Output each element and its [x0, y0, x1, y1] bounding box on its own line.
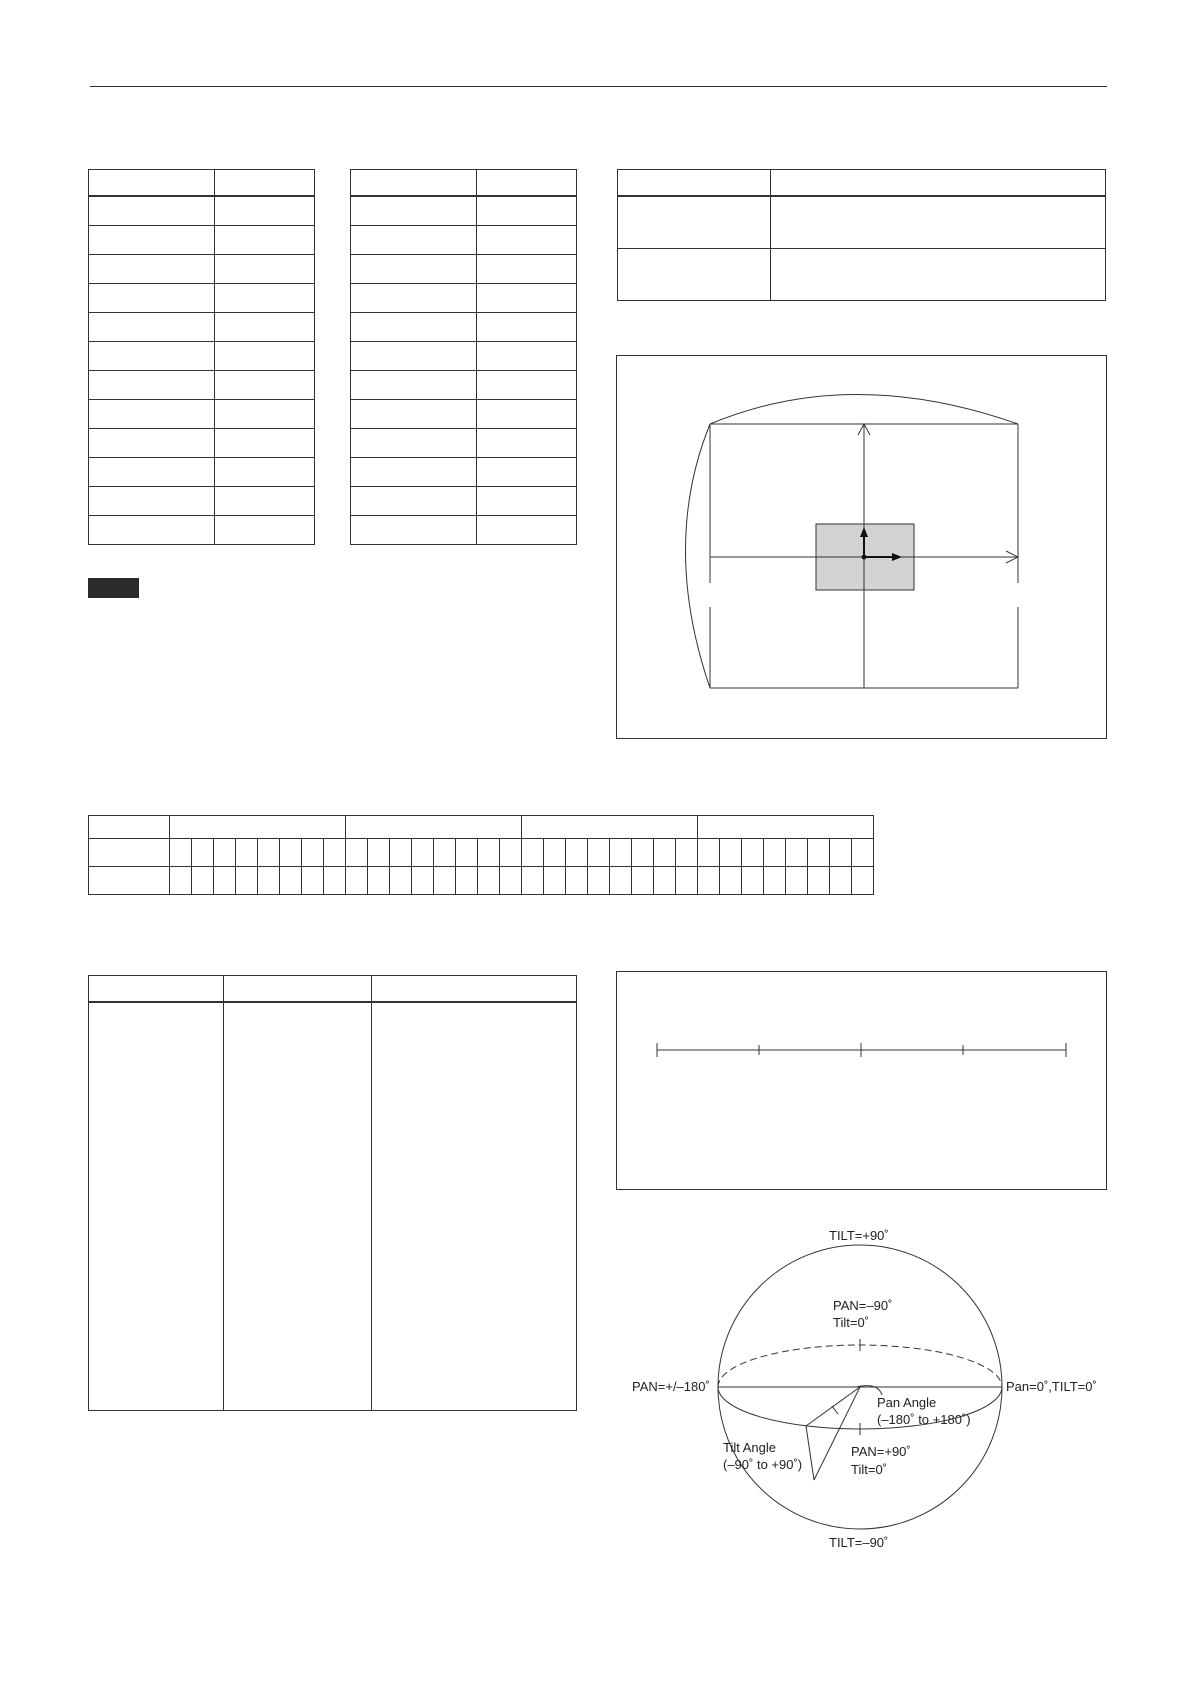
left-table-row: [89, 196, 315, 226]
left-table-row: [89, 371, 315, 400]
label-tilt0-lower: Tilt=0˚: [851, 1462, 887, 1477]
bit-table-row: [89, 867, 874, 895]
bit-cell: [324, 867, 346, 895]
bit-table-header: [89, 816, 874, 839]
bit-cell: [434, 839, 456, 867]
bit-cell: [544, 839, 566, 867]
label-pan-minus90: PAN=–90˚: [833, 1298, 893, 1313]
bit-cell: [390, 839, 412, 867]
bit-cell: [302, 867, 324, 895]
label-tilt-angle-range: (–90˚ to +90˚): [723, 1457, 803, 1472]
left-table-header: [89, 170, 315, 197]
bit-cell: [368, 839, 390, 867]
label-pan-angle: Pan Angle: [877, 1395, 937, 1410]
left-table-row: [89, 516, 315, 545]
bit-cell: [390, 867, 412, 895]
bottom-left-table-body-row: [89, 1002, 577, 1411]
bit-cell: [170, 839, 192, 867]
bottom-left-table-header: [89, 976, 577, 1003]
bit-cell: [588, 867, 610, 895]
frame-projection-diagram: [616, 355, 1107, 739]
bit-cell: [566, 867, 588, 895]
middle-table-row: [351, 516, 577, 545]
bit-cell: [632, 839, 654, 867]
left-table-row: [89, 429, 315, 458]
middle-table-row: [351, 284, 577, 313]
bit-cell: [302, 839, 324, 867]
bit-cell: [654, 867, 676, 895]
bit-cell: [214, 867, 236, 895]
bit-cell: [236, 839, 258, 867]
middle-table-row: [351, 226, 577, 255]
left-table-row: [89, 255, 315, 284]
bit-cell: [544, 867, 566, 895]
bit-cell: [830, 867, 852, 895]
bit-cell: [522, 839, 544, 867]
label-pan-plus90: PAN=+90˚: [851, 1444, 911, 1459]
right-table: [617, 169, 1106, 301]
note-badge: [88, 578, 139, 598]
bit-table: [88, 815, 874, 895]
bit-cell: [346, 867, 368, 895]
bit-cell: [346, 839, 368, 867]
left-table-row: [89, 342, 315, 371]
bit-cell: [852, 867, 874, 895]
label-tilt-top: TILT=+90˚: [829, 1228, 889, 1243]
bit-cell: [808, 839, 830, 867]
right-table-body: [618, 196, 1106, 301]
bit-cell: [236, 867, 258, 895]
bit-cell: [434, 867, 456, 895]
bit-cell: [720, 867, 742, 895]
bit-cell: [698, 839, 720, 867]
middle-table-header: [351, 170, 577, 197]
left-table-body: [89, 196, 315, 545]
bit-cell: [192, 839, 214, 867]
label-tilt-bottom: TILT=–90˚: [829, 1535, 889, 1550]
bit-cell: [456, 867, 478, 895]
bit-cell: [852, 839, 874, 867]
bit-group-cell: [170, 816, 346, 839]
bit-table-row: [89, 839, 874, 867]
bit-cell: [500, 867, 522, 895]
bit-cell: [720, 839, 742, 867]
tilt-ray-base: [806, 1387, 860, 1426]
label-tilt0-upper: Tilt=0˚: [833, 1315, 869, 1330]
bit-group-cell: [698, 816, 874, 839]
middle-table-row: [351, 429, 577, 458]
middle-table-row: [351, 196, 577, 226]
bit-cell: [324, 839, 346, 867]
label-pan-180: PAN=+/–180˚: [632, 1379, 710, 1394]
bit-cell: [456, 839, 478, 867]
left-table-row: [89, 487, 315, 516]
bit-cell: [258, 867, 280, 895]
bit-cell: [676, 867, 698, 895]
middle-table-row: [351, 342, 577, 371]
bit-cell: [522, 867, 544, 895]
middle-table: [350, 169, 577, 545]
left-table-row: [89, 400, 315, 429]
label-tilt-angle: Tilt Angle: [723, 1440, 776, 1455]
left-arc: [686, 424, 711, 688]
label-pan-angle-range: (–180˚ to +180˚): [877, 1412, 971, 1427]
bit-cell: [632, 867, 654, 895]
bit-cell: [654, 839, 676, 867]
bit-cell: [676, 839, 698, 867]
bit-cell: [170, 867, 192, 895]
bit-cell: [280, 867, 302, 895]
bit-cell: [786, 839, 808, 867]
left-table-row: [89, 458, 315, 487]
middle-table-row: [351, 313, 577, 342]
bit-cell: [192, 867, 214, 895]
right-table-row: [618, 249, 1106, 301]
left-table-row: [89, 313, 315, 342]
left-table-row: [89, 226, 315, 255]
bit-cell: [280, 839, 302, 867]
bit-cell: [742, 839, 764, 867]
label-pan-zero: Pan=0˚,TILT=0˚: [1006, 1379, 1097, 1394]
bit-cell: [698, 867, 720, 895]
scale-diagram: [616, 971, 1107, 1191]
bit-cell: [258, 839, 280, 867]
bit-cell: [742, 867, 764, 895]
equator-back-dashed: [718, 1345, 1002, 1387]
bit-cell: [412, 839, 434, 867]
right-table-header: [618, 170, 1106, 197]
middle-table-body: [351, 196, 577, 545]
bit-group-cell: [522, 816, 698, 839]
bit-cell: [764, 867, 786, 895]
middle-table-row: [351, 458, 577, 487]
bit-cell: [610, 867, 632, 895]
bit-cell: [786, 867, 808, 895]
middle-table-row: [351, 400, 577, 429]
left-table-row: [89, 284, 315, 313]
middle-table-row: [351, 371, 577, 400]
bit-cell: [830, 839, 852, 867]
bit-cell: [478, 867, 500, 895]
bit-cell: [500, 839, 522, 867]
middle-table-row: [351, 487, 577, 516]
top-arc: [710, 395, 1018, 425]
bit-cell: [808, 867, 830, 895]
left-table: [88, 169, 315, 545]
header-rule: [90, 86, 1107, 87]
bit-cell: [412, 867, 434, 895]
middle-table-row: [351, 255, 577, 284]
bit-group-cell: [346, 816, 522, 839]
bit-cell: [610, 839, 632, 867]
bit-cell: [368, 867, 390, 895]
bit-cell: [588, 839, 610, 867]
origin-point: [862, 555, 867, 560]
bit-cell: [764, 839, 786, 867]
bottom-left-table: [88, 975, 577, 1411]
bit-cell: [214, 839, 236, 867]
right-table-row: [618, 196, 1106, 249]
scale-diagram-border: [617, 972, 1107, 1190]
tilt-angle-mark: [832, 1406, 838, 1414]
bit-table-body: [89, 816, 874, 895]
bit-cell: [478, 839, 500, 867]
tilt-vertical: [806, 1426, 814, 1480]
bit-cell: [566, 839, 588, 867]
